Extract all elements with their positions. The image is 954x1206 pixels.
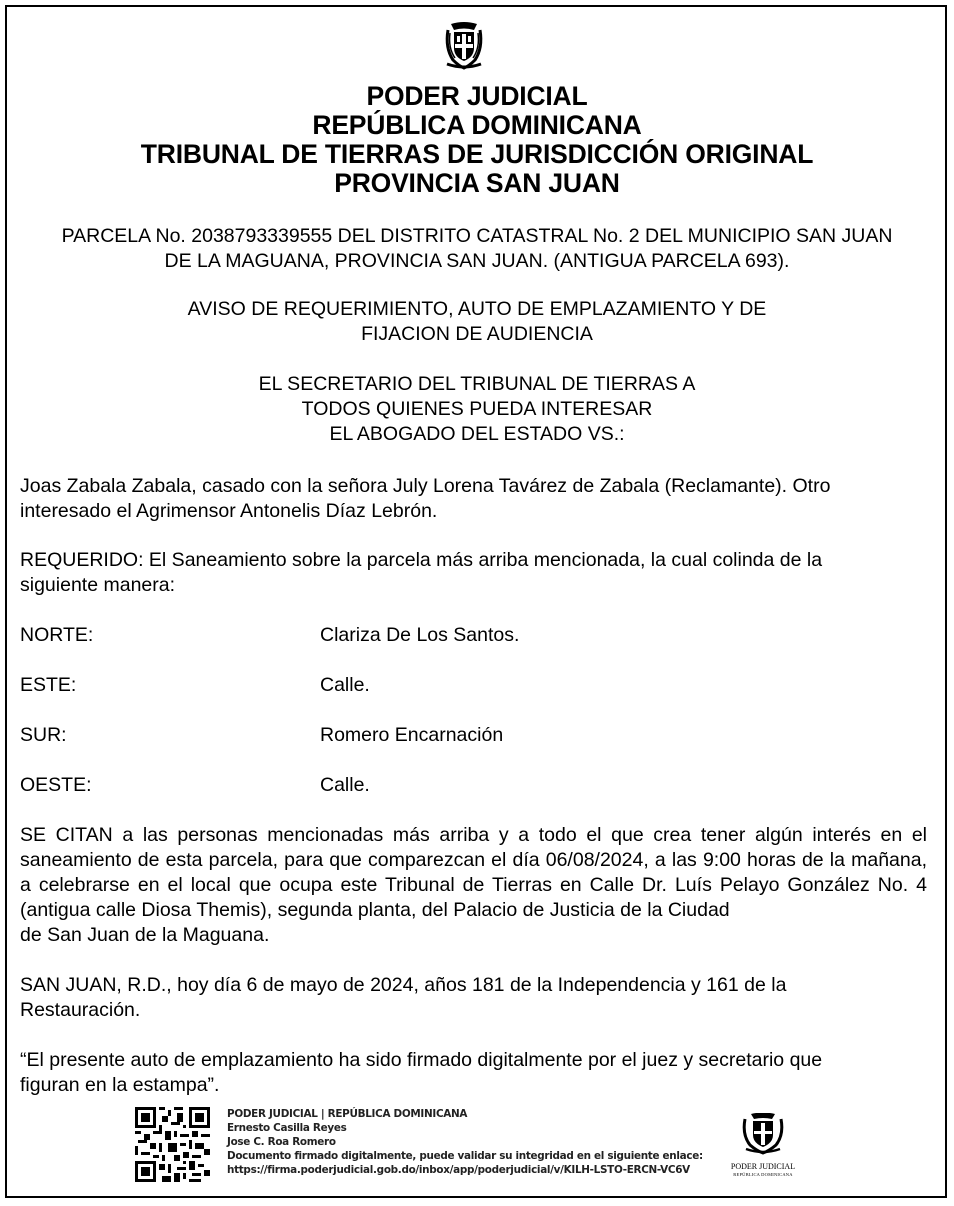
citation-text-last: de San Juan de la Maguana. xyxy=(20,924,270,946)
digital-signature-block xyxy=(227,1107,703,1177)
citation-text: SE CITAN a las personas mencionadas más arriba y a todo el que crea tener algún interés en el saneamiento de esta parcela, para que comparezcan el día 06/08/2024, a las 9:00 horas de la mañana, a celebrarse en el local que ocupa este Tribunal de Tierras en Calle Dr. Luís Pelayo González No. 4 (antigua calle Diosa Themis), segunda planta, del Palacio de Justicia de la Ciudad xyxy=(20,824,927,921)
stamp-signer-judge: Ernesto Casilla Reyes xyxy=(227,1122,347,1134)
coat-of-arms-icon xyxy=(441,22,487,70)
boundary-value: Romero Encarnación xyxy=(320,724,504,746)
signature-note-text-last: figuran en la estampa”. xyxy=(20,1074,220,1096)
addressee-block xyxy=(20,372,934,447)
parcel-line-2: DE LA MAGUANA, PROVINCIA SAN JUAN. (ANTIGUA PARCELA 693). xyxy=(164,250,790,272)
notice-title-line-1: AVISO DE REQUERIMIENTO, AUTO DE EMPLAZAMIENTO Y DE xyxy=(187,298,767,320)
citation-paragraph xyxy=(20,823,927,948)
date-text-last: Restauración. xyxy=(20,999,141,1021)
signature-note-text: “El presente auto de emplazamiento ha sido firmado digitalmente por el juez y secretario que xyxy=(20,1049,823,1071)
stamp-issuer: PODER JUDICIAL | REPÚBLICA DOMINICANA xyxy=(227,1108,468,1120)
boundary-label: NORTE: xyxy=(20,624,94,646)
parcel-description xyxy=(20,224,934,274)
boundary-label: ESTE: xyxy=(20,674,77,696)
stamp-validation-note: Documento firmado digitalmente, puede validar su integridad en el siguiente enlace: xyxy=(227,1150,703,1162)
header-line-3: TRIBUNAL DE TIERRAS DE JURISDICCIÓN ORIGINAL xyxy=(140,139,814,169)
date-paragraph xyxy=(20,973,927,1023)
boundary-value: Clariza De Los Santos. xyxy=(320,624,520,646)
boundary-label: OESTE: xyxy=(20,774,92,796)
boundary-value: Calle. xyxy=(320,774,370,796)
header-line-1: PODER JUDICIAL xyxy=(366,81,588,111)
court-header xyxy=(0,82,954,198)
boundary-label: SUR: xyxy=(20,724,67,746)
addressee-line-2: TODOS QUIENES PUEDA INTERESAR xyxy=(301,398,653,420)
parcel-line-1: PARCELA No. 2038793339555 DEL DISTRITO CATASTRAL No. 2 DEL MUNICIPIO SAN JUAN xyxy=(61,225,893,247)
parties-paragraph xyxy=(20,474,927,524)
boundary-value: Calle. xyxy=(320,674,370,696)
notice-title-line-2: FIJACION DE AUDIENCIA xyxy=(361,323,593,345)
addressee-line-3: EL ABOGADO DEL ESTADO VS.: xyxy=(329,423,625,445)
crest-caption-title: PODER JUDICIAL xyxy=(730,1162,796,1171)
coat-of-arms-icon xyxy=(737,1113,789,1155)
header-line-4: PROVINCIA SAN JUAN xyxy=(334,168,620,198)
qr-code-icon[interactable] xyxy=(135,1107,210,1182)
parties-text-last: interesado el Agrimensor Antonelis Díaz Lebrón. xyxy=(20,500,438,522)
crest-caption-subtitle: REPÚBLICA DOMINICANA xyxy=(733,1172,793,1177)
requerido-paragraph xyxy=(20,548,927,598)
stamp-validation-link[interactable]: https://firma.poderjudicial.gob.do/inbox/app/poderjudicial/v/KILH-LSTO-ERCN-VC6V xyxy=(227,1164,690,1176)
date-text: SAN JUAN, R.D., hoy día 6 de mayo de 2024, años 181 de la Independencia y 161 de la xyxy=(20,974,787,996)
parties-text: Joas Zabala Zabala, casado con la señora July Lorena Tavárez de Zabala (Reclamante). Otro xyxy=(20,475,831,497)
header-line-2: REPÚBLICA DOMINICANA xyxy=(312,110,642,140)
signature-note-paragraph xyxy=(20,1048,927,1098)
requerido-text: REQUERIDO: El Saneamiento sobre la parcela más arriba mencionada, la cual colinda de la xyxy=(20,549,823,571)
notice-title xyxy=(20,297,934,347)
addressee-line-1: EL SECRETARIO DEL TRIBUNAL DE TIERRAS A xyxy=(258,373,696,395)
stamp-signer-secretary: Jose C. Roa Romero xyxy=(227,1136,336,1148)
requerido-text-last: siguiente manera: xyxy=(20,574,176,596)
